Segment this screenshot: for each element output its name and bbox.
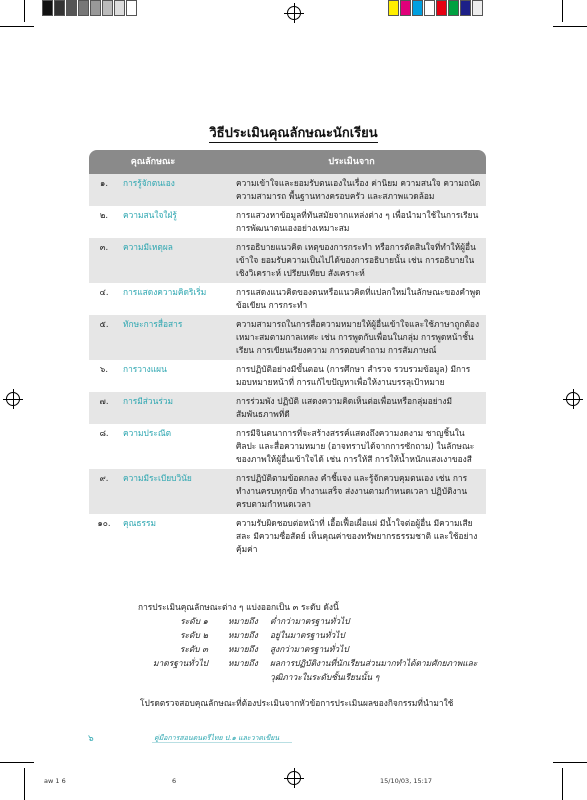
table-row [89, 238, 486, 283]
level-label: มาตรฐานทั่วไป [153, 658, 208, 668]
crop-mark [553, 26, 587, 27]
level-means: หมายถึง [228, 616, 258, 626]
row-desc: ความรับผิดชอบต่อหน้าที่ เอื้อเฟื้อเผื่อแผ่ มีน้ำใจต่อผู้อื่น มีความเสียสละ มีความซื่อสัตย์ เห็นคุณค่าของทรัพยากรธรรมชาติ และใช้อย่างคุ้มค่า [236, 518, 478, 554]
crop-mark [562, 0, 563, 22]
slug-timestamp: 15/10/03, 15:17 [380, 777, 433, 785]
evaluation-table [89, 150, 486, 559]
row-number: ๒. [99, 210, 109, 220]
row-number: ๑๐. [97, 518, 111, 528]
row-trait: ความประณีต [123, 428, 172, 438]
row-desc: ความเข้าใจและยอมรับตนเองในเรื่อง ค่านิยม ความสนใจ ความถนัด ความสามารถ พื้นฐานทางครอบครัว และสภาพแวดล้อม [236, 178, 481, 201]
crop-mark [0, 26, 34, 27]
registration-crosshair-icon [287, 6, 301, 20]
row-trait: การวางแผน [123, 364, 167, 374]
footer-divider [152, 742, 292, 743]
table-row [89, 174, 486, 206]
page-title: วิธีประเมินคุณลักษณะนักเรียน [209, 126, 378, 141]
row-number: ๙. [99, 473, 109, 483]
row-trait: ความมีเหตุผล [123, 242, 173, 252]
row-desc: การอธิบายแนวคิด เหตุของการกระทำ หรือการตัดสินใจที่ทำให้ผู้อื่นเข้าใจ ยอมรับความเป็นไปได้ของการอธิบายนั้น เช่น การอธิบายในเชิงวิเคราะห์ เปรียบเทียบ สังเคราะห์ [236, 242, 476, 278]
level-item [138, 614, 488, 628]
header-trait: คุณลักษณะ [130, 156, 176, 167]
level-means: หมายถึง [228, 644, 258, 654]
level-means: หมายถึง [228, 630, 258, 640]
table-row [89, 424, 486, 469]
slug-filename: aw 1 6 [44, 777, 66, 785]
row-trait: ความสนใจใฝ่รู้ [123, 210, 177, 220]
row-number: ๕. [99, 319, 109, 329]
row-desc: ความสามารถในการสื่อความหมายให้ผู้อื่นเข้าใจและใช้ภาษาถูกต้องเหมาะสมตามกาลเทศะ เช่น การพูดกับเพื่อนในกลุ่ม การพูดหน้าชั้นเรียน การเขียนเรียงความ การตอบคำถาม การสัมภาษณ์ [236, 319, 480, 355]
level-desc: อยู่ในมาตรฐานทั่วไป [270, 630, 345, 640]
registration-strip-left [42, 0, 138, 22]
row-trait: คุณธรรม [123, 518, 157, 528]
row-desc: การแสดงแนวคิดของตนหรือแนวคิดที่แปลกใหม่ในลักษณะของคำพูด ข้อเขียน การกระทำ [236, 287, 481, 310]
footer-book-title: คู่มือการสอนดนตรีไทย ป.๑ และวาดเขียน [154, 734, 280, 742]
level-summary [138, 600, 488, 684]
registration-crosshair-icon [566, 392, 580, 406]
crop-mark [24, 0, 25, 22]
registration-crosshair-icon [6, 392, 20, 406]
table-row [89, 392, 486, 424]
level-desc: ผลการปฏิบัติงานที่นักเรียนส่วนมากทำได้ตามศักยภาพและวุฒิภาวะในระดับชั้นเรียนนั้น ๆ [270, 658, 478, 682]
summary-intro: การประเมินคุณลักษณะต่าง ๆ แบ่งออกเป็น ๓ ระดับ ดังนี้ [138, 602, 339, 612]
crop-mark [0, 762, 34, 763]
level-label: ระดับ ๑ [180, 616, 208, 626]
crop-mark [562, 768, 563, 800]
row-trait: ทักษะการสื่อสาร [123, 319, 183, 329]
row-number: ๓. [99, 242, 109, 252]
row-trait: การมีส่วนร่วม [123, 396, 174, 406]
row-desc: การร่วมพัง ปฏิบัติ แสดงความคิดเห็นต่อเพื่อนหรือกลุ่มอย่างมีสัมพันธภาพที่ดี [236, 396, 452, 419]
row-number: ๑. [100, 178, 108, 188]
table-header [89, 150, 486, 174]
level-desc: สูงกว่ามาตรฐานทั่วไป [270, 644, 349, 654]
row-desc: การแสวงหาข้อมูลที่ทันสมัยจากแหล่งต่าง ๆ เพื่อนำมาใช้ในการเรียน การพัฒนาตนเองอย่างเหมาะสม [236, 210, 479, 233]
registration-strip-right [388, 0, 484, 22]
registration-crosshair-icon [287, 771, 301, 785]
crop-mark [24, 768, 25, 800]
slug-page: 6 [172, 777, 177, 785]
page-number: ๖ [88, 734, 94, 744]
level-item [138, 628, 488, 642]
level-means: หมายถึง [228, 658, 258, 668]
table-row [89, 360, 486, 392]
level-desc: ต่ำกว่ามาตรฐานทั่วไป [270, 616, 350, 626]
row-desc: การปฏิบัติอย่างมีขั้นตอน (การศึกษา สำรวจ รวบรวมข้อมูล) มีการมอบหมายหน้าที่ การแก้ไขปัญหาเพื่อให้งานบรรลุเป้าหมาย [236, 364, 471, 387]
row-number: ๗. [99, 396, 109, 406]
level-item [138, 656, 488, 684]
row-trait: ความมีระเบียบวินัย [123, 473, 192, 483]
row-desc: การมีจินตนาการที่จะสร้างสรรค์แสดงถึงความงดงาม ชาญชิ้นในศิลปะ และสื่อความหมาย (อาจทราบได้จากการซักถาม) ในลักษณะของภาพให้ผู้อื่นเข้าใจได้ เช่น การให้สี การให้น้ำหนักแสงเงาของสี [236, 428, 475, 464]
table-row [89, 283, 486, 315]
level-item [138, 642, 488, 656]
row-number: ๖. [100, 364, 108, 374]
crop-mark [553, 762, 587, 763]
row-number: ๔. [99, 287, 109, 297]
closing-note: โปรดตรวจสอบคุณลักษณะที่ต้องประเมินจากหัวข้อการประเมินผลของกิจกรรมที่นำมาใช้ [140, 698, 454, 708]
row-number: ๘. [99, 428, 109, 438]
header-eval: ประเมินจาก [328, 156, 375, 167]
table-row [89, 206, 486, 238]
level-label: ระดับ ๒ [180, 630, 208, 640]
table-row [89, 469, 486, 514]
row-desc: การปฏิบัติตามข้อตกลง คำชี้แจง และรู้จักควบคุมตนเอง เช่น การทำงานครบทุกข้อ ทำงานเสร็จ ส่งงานตามกำหนดเวลา ปฏิบัติงานครบตามกำหนดเวลา [236, 473, 468, 509]
table-row [89, 514, 486, 559]
row-trait: การแสดงความคิดริเริ่ม [123, 287, 207, 297]
level-label: ระดับ ๓ [179, 644, 208, 654]
row-trait: การรู้จักตนเอง [123, 178, 175, 188]
table-row [89, 315, 486, 360]
